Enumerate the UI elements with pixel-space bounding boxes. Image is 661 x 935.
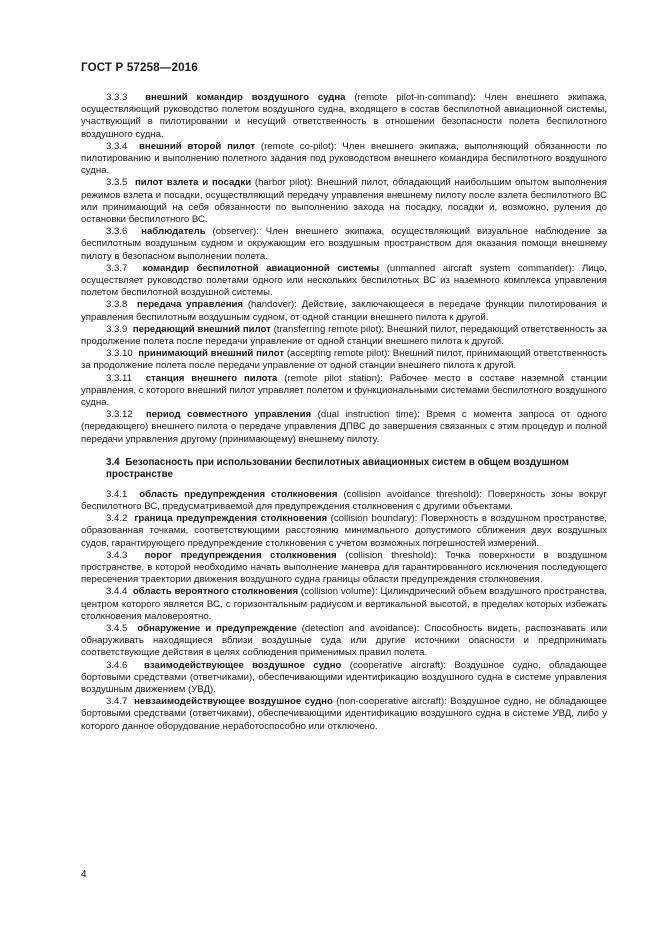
- entry-number: 3.3.12: [106, 409, 133, 421]
- entry-number: 3.4.6: [106, 659, 128, 671]
- entry-term: командир беспилотной авиационной системы: [142, 262, 380, 274]
- entry-number: 3.3.7: [106, 262, 128, 274]
- definition-entry: [81, 141, 607, 178]
- entry-number: 3.3.10: [106, 348, 133, 360]
- entry-definition: (non-cooperative aircraft): Воздушное судно, не обладающее бортовыми средствами (ответчиками), обеспечивающими идентификацию воздушного судна в системе УВД, либо у которого данное оборудование неработоспособно или отключено.: [81, 696, 607, 732]
- entry-term: пилот взлета и посадки: [134, 177, 252, 189]
- definition-entry: [81, 348, 607, 372]
- entry-definition: (remote pilot-in-command): Член внешнего экипажа, осуществляющий руководство полетом воздушного судна, входящего в состав беспилотной авиационной системы, участвующий в пилотировании и несущий ответственность в отношении безопасности полета беспилотного воздушного судна.: [81, 92, 607, 140]
- entry-definition: (detection and avoidance): Способность видеть, распознавать или обнаруживать находящиеся вблизи воздушные суда или другие источники опасности и предпринимать соответствующие действия в целях соблюдения применимых правил полета.: [81, 622, 607, 659]
- definition-entry: [81, 177, 607, 226]
- entry-number: 3.4.7: [106, 696, 128, 708]
- entry-term: взаимодействующее воздушное судно: [144, 659, 342, 671]
- entry-number: 3.4.1: [106, 488, 128, 500]
- definition-entry: [81, 550, 607, 587]
- entry-term: наблюдатель: [141, 226, 206, 238]
- entry-definition: (transferring remote pilot): Внешний пилот, передающий ответственность за продолжение полета после передачи управление от одной станции внешнего пилота к другой.: [81, 323, 607, 348]
- entry-term: область предупреждения столкновения: [139, 488, 338, 500]
- entry-term: принимающий внешний пилот: [138, 348, 285, 360]
- definitions-list-3-3: [81, 92, 607, 446]
- entry-term: граница предупреждения столкновения: [134, 513, 328, 525]
- definition-entry: [81, 513, 607, 550]
- entry-term: область вероятного столкновения: [132, 586, 299, 598]
- definition-entry: [81, 489, 607, 513]
- entry-number: 3.3.4: [106, 140, 128, 152]
- entry-number: 3.4.2: [106, 513, 128, 525]
- entry-definition: (accepting remote pilot): Внешний пилот, принимающий ответственность за продолжение полета после передачи управление от одной станции внешнего пилота к другой.: [81, 348, 607, 372]
- definition-entry: [81, 586, 607, 623]
- entry-term: внешний второй пилот: [139, 140, 256, 152]
- entry-definition: (harbor pilot): Внешний пилот, обладающий наибольшим опытом выполнения режимов взлета и посадки, осуществляющий передачу управления внешнему пилоту после взлета беспилотного ВС или принимающий на себя обязанности по выполнению захода на посадку, посадки и, возможно, руления до остановки беспилотного ВС.: [81, 177, 607, 226]
- definition-entry: [81, 324, 607, 348]
- definition-entry: [81, 92, 607, 141]
- entry-number: 3.4.5: [106, 622, 128, 634]
- definition-entry: [81, 299, 607, 323]
- entry-number: 3.4.4: [106, 586, 128, 598]
- entry-term: передающий внешний пилот: [132, 323, 271, 335]
- entry-term: невзаимодействующее воздушное судно: [134, 696, 333, 708]
- entry-definition: (remote pilot station): Рабочее место в составе наземной станции управления, с которого внешний пилот управляет полетом и функциональными системами беспилотного воздушного судна.: [81, 372, 607, 409]
- entry-number: 3.3.3: [106, 92, 128, 103]
- section-heading: [81, 457, 607, 482]
- section-number: 3.4: [106, 456, 120, 468]
- entry-definition: (dual instruction time): Время с момента запроса от одного (передающего) внешнего пилота о передаче управления ДПВС до завершения связанных с этим процедур и полной передачи управления другому (принимающему) внешнему пилоту.: [81, 409, 607, 445]
- section-title: Безопасность при использовании беспилотных авиационных систем в общем воздушном пространстве: [106, 456, 569, 481]
- entry-term: передача управления: [137, 299, 243, 311]
- entry-term: станция внешнего пилота: [145, 372, 278, 384]
- entry-number: 3.3.5: [106, 177, 128, 189]
- entry-term: внешний командир воздушного судна: [145, 92, 346, 103]
- entry-definition: (unmanned aircraft system commander): Лицо, осуществляет руководство полетами одного или нескольких беспилотных ВС из наземного комплекса управления полетом беспилотной воздушной системы.: [81, 262, 607, 299]
- entry-definition: (observer): Член внешнего экипажа, осуществляющий визуальное наблюдение за беспилотным воздушным судном и окружающим его воздушным пространством для оказания помощи внешнему пилоту в безопасном выполнении полета.: [81, 226, 607, 262]
- entry-definition: (handover): Действие, заключающееся в передаче функции пилотирования и управления беспилотным воздушным судном, от одной станции внешнего пилота к другой.: [81, 299, 607, 323]
- definition-entry: [81, 660, 607, 697]
- document-body: [81, 92, 607, 733]
- entry-definition: (cooperative aircraft): Воздушное судно, обладающее бортовыми средствами (ответчиками), обеспечивающими идентификацию воздушного судна в системе управления воздушным движением (УВД).: [81, 659, 607, 695]
- definitions-list-3-4: [81, 489, 607, 733]
- entry-number: 3.3.6: [106, 226, 128, 238]
- definition-entry: [81, 373, 607, 410]
- entry-term: период совместного управления: [145, 409, 312, 421]
- entry-definition: (collision avoidance threshold): Поверхность зоны вокруг беспилотного ВС, предусматриваемой для предупреждения столкновения с другими объектами.: [81, 488, 607, 512]
- definition-entry: [81, 263, 607, 300]
- definition-entry: [81, 623, 607, 660]
- entry-definition: (collision volume): Цилиндрический объем воздушного пространства, центром которого является ВС, с горизонтальным радиусом и вертикальной высотой, в пределах которых избежать столкновения маловероятно.: [81, 586, 607, 622]
- definition-entry: [81, 696, 607, 733]
- entry-term: обнаружение и предупреждение: [137, 622, 297, 634]
- entry-definition: (collision threshold): Точка поверхности в воздушном пространстве, в которой необходимо начать выполнение маневра для гарантированного исключения последующего пересечения траектории движения воздушного судна границы области предупреждения столкновения.: [81, 549, 607, 586]
- entry-number: 3.3.8: [106, 299, 128, 311]
- definition-entry: [81, 226, 607, 263]
- entry-number: 3.3.11: [106, 372, 132, 384]
- entry-definition: (remote co-pilot): Член внешнего экипажа, выполняющий обязанности по пилотированию и выполнению полетного задания под руководством внешнего командира беспилотного воздушного судна.: [81, 140, 607, 177]
- entry-number: 3.3.9: [106, 323, 128, 335]
- page-number: 4: [81, 869, 87, 880]
- definition-entry: [81, 409, 607, 446]
- entry-definition: (collision boundary): Поверхность в воздушном пространстве, образованная точками, соответствующими расстоянию минимального допустимого сближения двух воздушных судов, гарантирующего предупреждение столкновения с учетом возможных погрешностей измерений.: [81, 513, 607, 549]
- entry-number: 3.4.3: [106, 549, 128, 561]
- entry-term: порог предупреждения столкновения: [144, 549, 337, 561]
- document-header: ГОСТ Р 57258—2016: [81, 62, 198, 74]
